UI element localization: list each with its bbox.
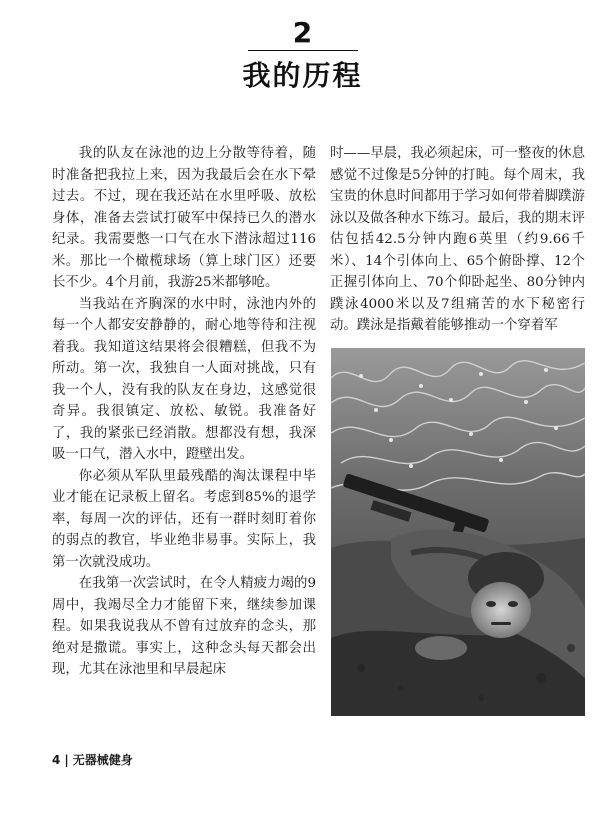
paragraph: 我的队友在泳池的边上分散等待着，随时准备把我拉上来，因为我最后会在水下晕过去。不过，现在我还站在水里呼吸、放松身体，准备去尝试打破军中保持已久的潜水纪录。我需要憋一口气在水下潜泳超过116米。那比一个橄榄球场（算上球门区）还要长不少。4个月前，我游25米都够呛。 [52, 146, 316, 290]
footer-separator: | [64, 753, 69, 767]
page-footer [52, 752, 133, 768]
soldier-crawling-photo [331, 348, 585, 716]
right-column [330, 143, 585, 337]
book-title: 无器械健身 [72, 753, 133, 767]
soldier-face [471, 582, 531, 638]
paragraph: 在我第一次尝试时，在令人精疲力竭的9周中，我竭尽全力才能留下来，继续参加课程。如果我说我从不曾有过放弃的念头，那绝对是撒谎。事实上，这种念头每天都会出现，尤其在泳池里和早晨起床 [52, 576, 316, 677]
paragraph: 你必须从军队里最残酷的淘汰课程中毕业才能在记录板上留名。考虑到85%的退学率，每周一次的评估，还有一群时刻盯着你的弱点的教官，毕业绝非易事。实际上，我第一次就没成功。 [52, 468, 316, 570]
title-rule [248, 50, 358, 51]
page-number: 4 [52, 753, 61, 767]
chapter-number: 2 [292, 16, 313, 49]
photo-illustration [331, 348, 585, 716]
paragraph: 当我站在齐胸深的水中时，泳池内外的每一个人都安安静静的，耐心地等待和注视着我。我知道这结果将会很糟糕，但我不为所动。第一次，我独自一人面对挑战，只有我一个人，没有我的队友在身边，这感觉很奇异。我很镇定、放松、敏锐。我准备好了，我的紧张已经消散。想都没有想，我深吸一口气，潜入水中，蹬壁出发。 [52, 296, 316, 462]
paragraph-continued: 时——早晨，我必须起床，可一整夜的休息感觉不过像是5分钟的打盹。每个周末，我宝贵的休息时间都用于学习如何带着脚蹼游泳以及做各种水下练习。最后，我的期末评估包括42.5分钟内跑6英里（约9.66千米）、14个引体向上、65个俯卧撑、12个正握引体向上、70个仰卧起坐、80分钟内蹼泳4000米以及7组痛苦的水下秘密行动。蹼泳是指戴着能够推动一个穿着军 [330, 146, 585, 333]
soldier-hand [415, 636, 467, 660]
left-column [52, 143, 316, 681]
chapter-title: 我的历程 [242, 59, 363, 92]
